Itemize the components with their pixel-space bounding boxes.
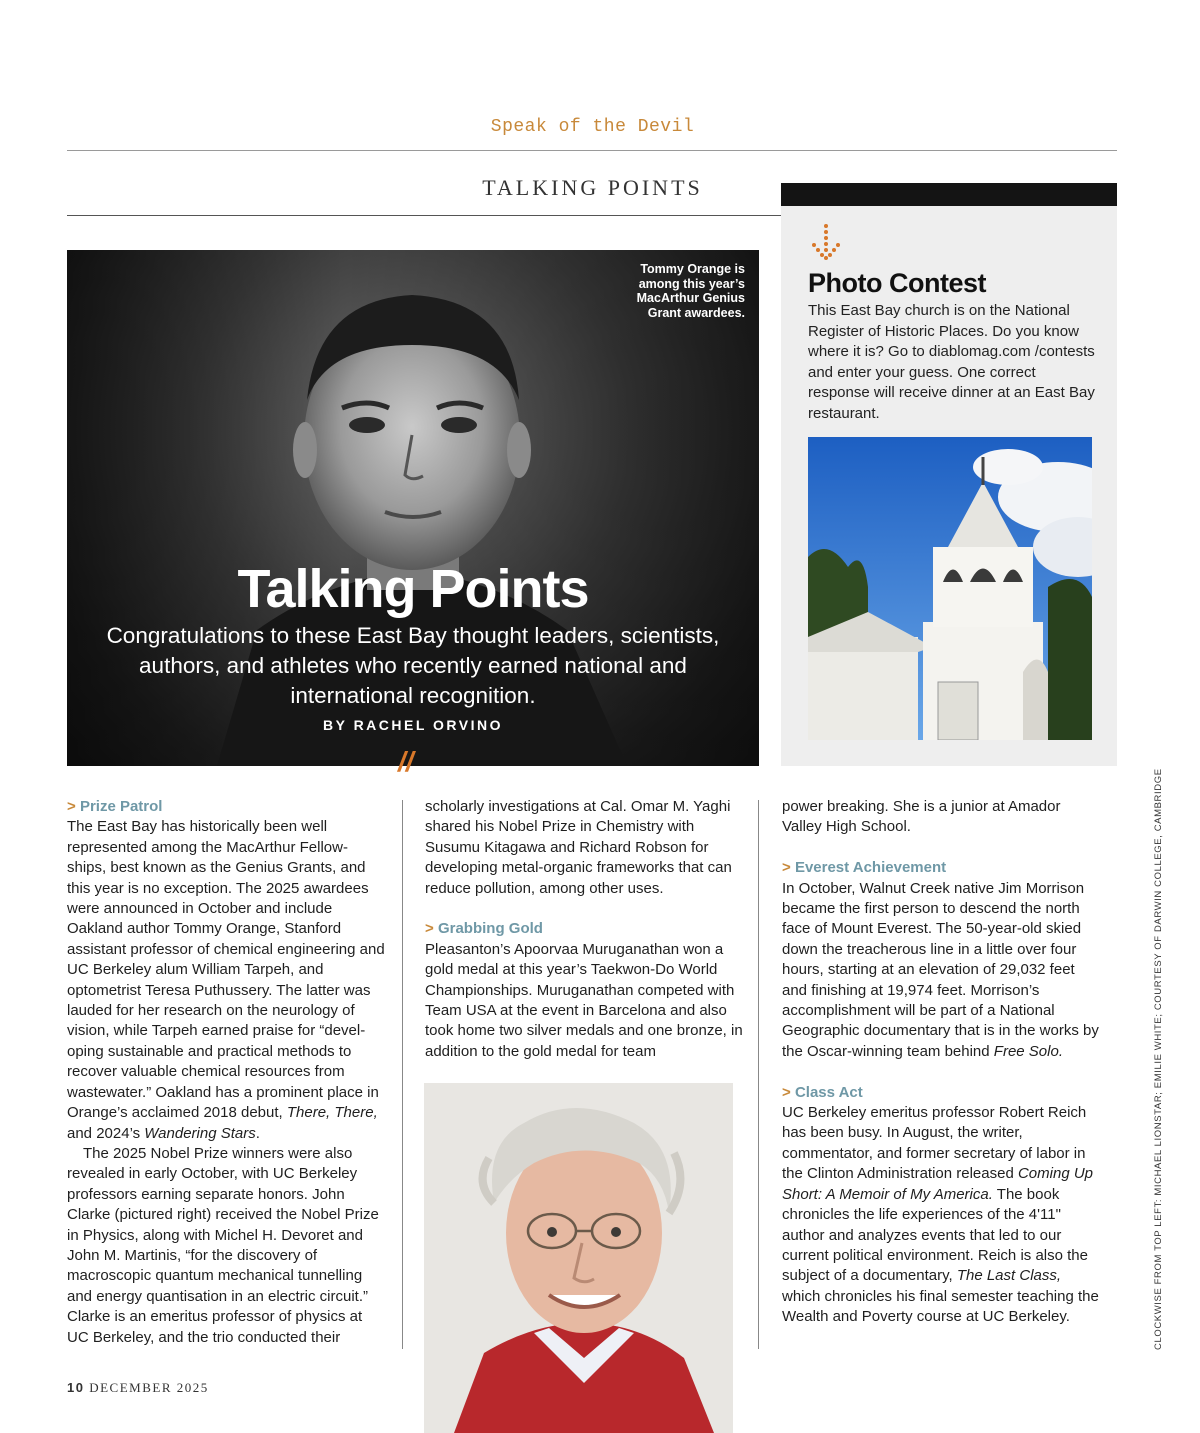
book-title: There, There, (286, 1104, 378, 1122)
book-title: Wandering Stars (144, 1124, 256, 1142)
photo-caption: Tommy Orange is among this year’s MacArthur Genius Grant awardees. (636, 262, 745, 320)
page-number: 10 (67, 1380, 85, 1395)
sidebar-top-bar (781, 183, 1117, 206)
heading-marker: > (782, 859, 791, 877)
text-run: . (255, 1124, 260, 1142)
grabbing-gold-paragraph: Pleasanton’s Apoorvaa Muruganathan won a gold medal at this year’s Taekwon-Do World Championships. Muruganathan competed with Team USA at the event in Barcelona and also took home two silver medals and one bronze, in addition to the gold medal for team (425, 940, 743, 1060)
section-title: TALKING POINTS (482, 175, 703, 200)
text-run: UC Berkeley emeritus professor Robert Reich has been busy. In August, the writer, commentator, and former secretary of labor in the Clinton Administration released (782, 1104, 1087, 1183)
column-3 (782, 797, 1100, 1328)
heading-text: Everest Achievement (794, 859, 947, 877)
grabbing-gold-continued: power breaking. She is a junior at Amador Valley High School. (782, 798, 1061, 836)
arrow-down-icon (811, 223, 841, 261)
byline: BY RACHEL ORVINO (322, 717, 504, 733)
class-act-paragraph (782, 1103, 1100, 1327)
column-2 (425, 797, 743, 1062)
photo-credits: CLOCKWISE FROM TOP LEFT: MICHAEL LIONSTAR; EMILIE WHITE; COURTESY OF DARWIN COLLEGE, CAMBRIDGE (1153, 768, 1164, 1350)
portrait-illustration (424, 1083, 733, 1433)
nobel-paragraph: The 2025 Nobel Prize winners were also revealed in early October, with UC Berkeley professors earning separate honors. John Clarke (pictured right) received the Nobel Prize in Physics, along with Michel H. Devoret and John M. Martinis, “for the discovery of macroscopic quantum mechanical tunnelling and energy quantisation in an electric circuit.” Clarke is an emeritus professor of physics at UC Berkeley, and the trio conducted their (67, 1144, 379, 1346)
prize-patrol-paragraph (67, 817, 385, 1144)
spacer (782, 1062, 1100, 1082)
book-title: Coming Up Short: A Memoir of My America. (782, 1165, 1093, 1203)
spacer (782, 838, 1100, 858)
issue-date: DECEMBER 2025 (89, 1380, 209, 1395)
column-divider (402, 800, 403, 1349)
text-run: The East Bay has historically been well represented among the MacArthur Fellow-ships, best known as the Genius Grants, and this year is no exception. The 2025 awardees were announced in October and include Oakland author Tommy Orange, Stanford assistant professor of chemical engineering and UC Berkeley alum William Tarpeh, and optometrist Teresa Puthussery. The latter was lauded for her research on the neurology of vision, while Tarpeh earned praise for “devel-oping sustainable and practical methods to recover valuable chemical resources from wastewater.” Oakland has a prominent place in Orange’s acclaimed 2018 debut, (67, 818, 385, 1122)
nobel-continued-paragraph: scholarly investigations at Cal. Omar M. Yaghi shared his Nobel Prize in Chemistry with Susumu Kitagawa and Richard Robson for developing metal-organic frameworks that can reduce pollution, among other uses. (425, 798, 732, 897)
heading-marker: > (425, 920, 434, 938)
spacer (425, 899, 743, 919)
text-run: and 2024’s (67, 1124, 141, 1142)
church-illustration (808, 437, 1092, 740)
kicker: Speak of the Devil (490, 117, 695, 137)
grabbing-gold-heading (425, 919, 743, 939)
column-divider (758, 800, 759, 1349)
text-run: which chronicles his final semester teaching the Wealth and Poverty course at UC Berkeley. (782, 1287, 1099, 1326)
film-title: Free Solo. (993, 1042, 1063, 1060)
church-photo (808, 437, 1092, 740)
header-rule (67, 150, 1117, 151)
heading-marker: > (67, 798, 76, 815)
page-footer (67, 1380, 209, 1396)
sidebar-body: This East Bay church is on the National Register of Historic Places. Do you know where it is? Go to diablomag.com /contests and enter your guess. One correct response will receive dinner at an East Bay restaurant. (808, 302, 1095, 422)
text-run: The book chronicles the life experiences of the 4'11" author and analyzes events that led to our current political environment. Reich is also the subject of a documentary, (782, 1185, 1088, 1285)
heading-text: Grabbing Gold (437, 920, 543, 938)
class-act-heading (782, 1083, 1100, 1103)
divider-mark: // (398, 746, 414, 777)
john-clarke-photo (424, 1083, 733, 1433)
heading-marker: > (782, 1083, 791, 1101)
prize-patrol-heading (67, 797, 385, 817)
heading-text: Class Act (794, 1083, 863, 1101)
article-deck: Congratulations to these East Bay thought leaders, scientists, authors, and athletes who recently earned national and international recognition. (106, 623, 720, 708)
heading-text: Prize Patrol (79, 798, 163, 815)
hero-photo (67, 250, 759, 766)
article-title: Talking Points (237, 559, 589, 619)
text-run: In October, Walnut Creek native Jim Morrison became the first person to descend the north face of Mount Everest. The 50-year-old skied down the treacherous line in a little over four hours, starting at an elevation of 29,032 feet and finishing at 19,974 feet. Morrison’s accomplishment will be part of a National Geographic documentary that is in the works by the Oscar-winning team behind (782, 879, 1099, 1060)
section-rule (67, 215, 781, 216)
column-1 (67, 797, 385, 1348)
everest-heading (782, 858, 1100, 878)
everest-paragraph (782, 879, 1100, 1063)
film-title: The Last Class, (956, 1267, 1062, 1285)
sidebar-title: Photo Contest (808, 268, 986, 298)
